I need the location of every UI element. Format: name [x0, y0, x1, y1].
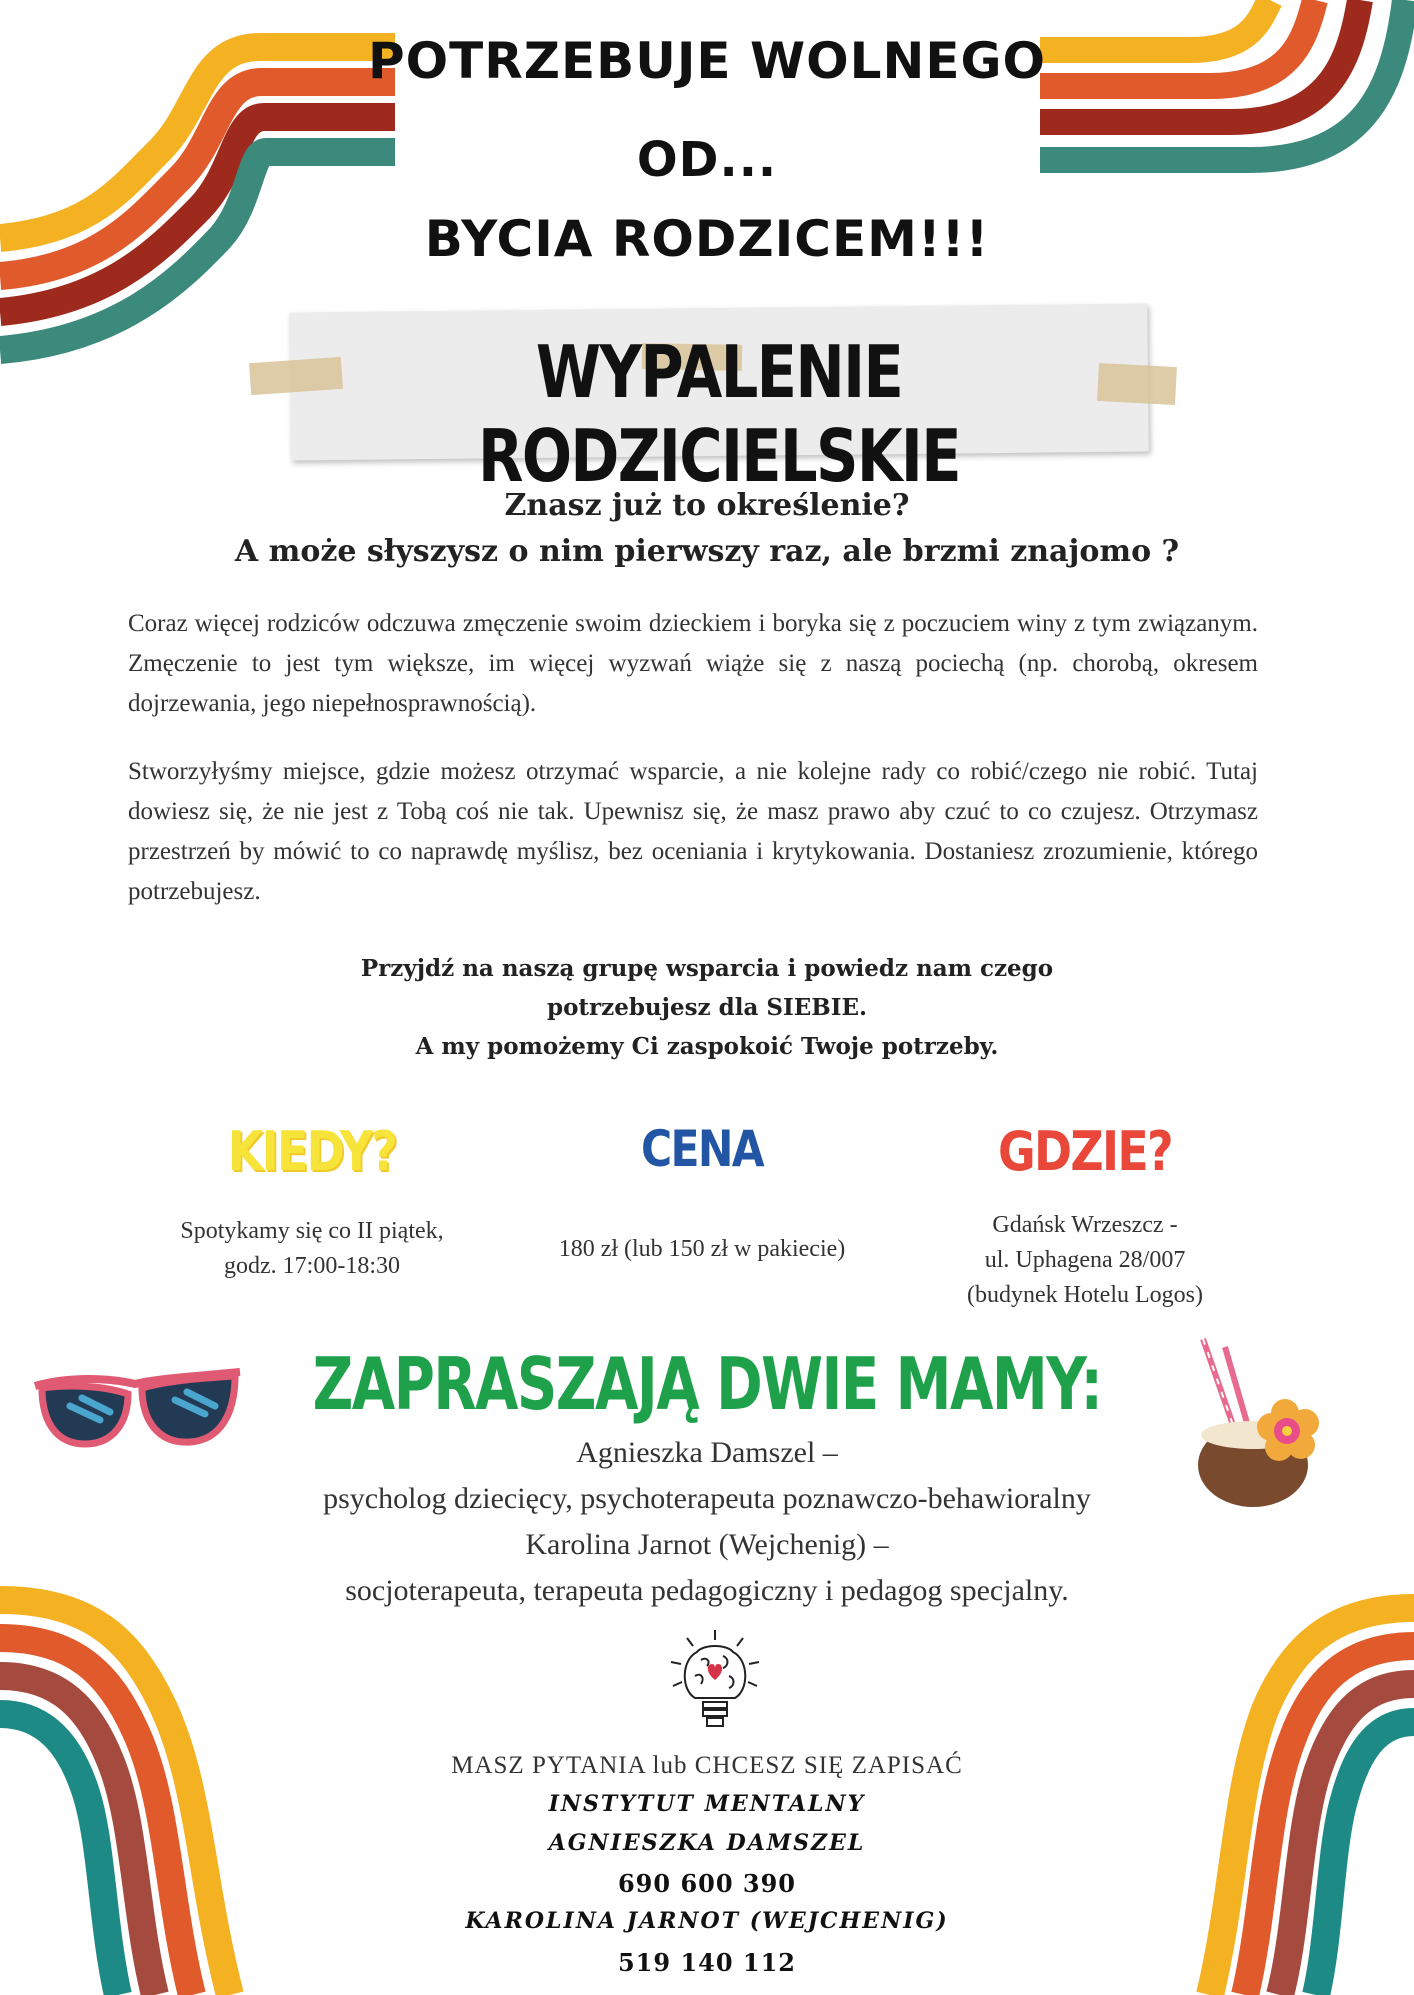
price-heading: CENA	[641, 1120, 763, 1178]
hosts-heading: ZAPRASZAJĄ DWIE MAMY:	[312, 1342, 1102, 1426]
banner-title: WYPALENIE RODZICIELSKIE	[478, 330, 960, 498]
paragraph-1: Coraz więcej rodziców odczuwa zmęczenie swoim dzieckiem i boryka się z poczuciem winy z tym związanym. Zmęczenie to jest tym większe, im więcej wyzwań wiąże się z naszą pociechą (np. chorobą, okresem dojrzewania, jego niepełnosprawnością).	[128, 610, 1258, 717]
paragraph-2: Stworzyłyśmy miejsce, gdzie możesz otrzymać wsparcie, a nie kolejne rady co robić/czego nie robić. Tutaj dowiesz się, że nie jest z Tobą coś nie tak. Upewnisz się, że masz prawo aby czuć to co czujesz. Otrzymasz przestrzeń by mówić to co naprawdę myślisz, bez oceniania i krytykowania. Dostaniesz zrozumienie, którego potrzebujesz.	[128, 758, 1258, 905]
intro-question-1: Znasz już to określenie?	[504, 488, 910, 523]
title-line-3: BYCIA RODZICEM!!!	[424, 210, 990, 268]
when-line-1: Spotykamy się co II piątek,	[180, 1218, 444, 1244]
intro-question-2: A może słyszysz o nim pierwszy raz, ale brzmi znajomo ?	[234, 534, 1180, 569]
person-2-role: socjoterapeuta, terapeuta pedagogiczny i pedagog specjalny.	[345, 1574, 1069, 1607]
invite-line-3: A my pomożemy Ci zaspokoić Twoje potrzeby.	[415, 1033, 999, 1060]
where-line-1: Gdańsk Wrzeszcz -	[992, 1212, 1178, 1238]
contact-intro: MASZ PYTANIA lub CHCESZ SIĘ ZAPISAĆ	[451, 1752, 963, 1779]
invite-line-1: Przyjdź na naszą grupę wsparcia i powiedz nam czego	[360, 955, 1054, 982]
contact-name-1: AGNIESZKA DAMSZEL	[548, 1830, 866, 1856]
person-2-name: Karolina Jarnot (Wejchenig) –	[525, 1528, 889, 1561]
when-heading: KIEDY?	[227, 1120, 397, 1183]
coconut-drink-icon	[1195, 1335, 1325, 1510]
title-line-1: POTRZEBUJE WOLNEGO	[367, 32, 1047, 90]
contact-name-2: KAROLINA JARNOT (WEJCHENIG)	[465, 1908, 949, 1934]
where-heading: GDZIE?	[998, 1120, 1172, 1183]
where-line-2: ul. Uphagena 28/007	[984, 1247, 1186, 1273]
contact-phone-2[interactable]: 519 140 112	[617, 1948, 796, 1977]
contact-phone-1[interactable]: 690 600 390	[617, 1869, 796, 1898]
tape-left	[249, 357, 343, 395]
brain-lightbulb-icon	[665, 1628, 765, 1738]
invite-line-2: potrzebujesz dla SIEBIE.	[546, 994, 867, 1021]
person-1-name: Agnieszka Damszel –	[576, 1436, 838, 1469]
contact-org: INSTYTUT MENTALNY	[548, 1791, 866, 1817]
when-line-2: godz. 17:00-18:30	[224, 1253, 400, 1279]
where-line-3: (budynek Hotelu Logos)	[967, 1282, 1203, 1308]
price-line-1: 180 zł (lub 150 zł w pakiecie)	[558, 1236, 846, 1262]
title-line-2: OD...	[636, 132, 778, 188]
tape-right	[1097, 363, 1177, 405]
person-1-role: psycholog dziecięcy, psychoterapeuta poznawczo-behawioralny	[323, 1482, 1091, 1515]
